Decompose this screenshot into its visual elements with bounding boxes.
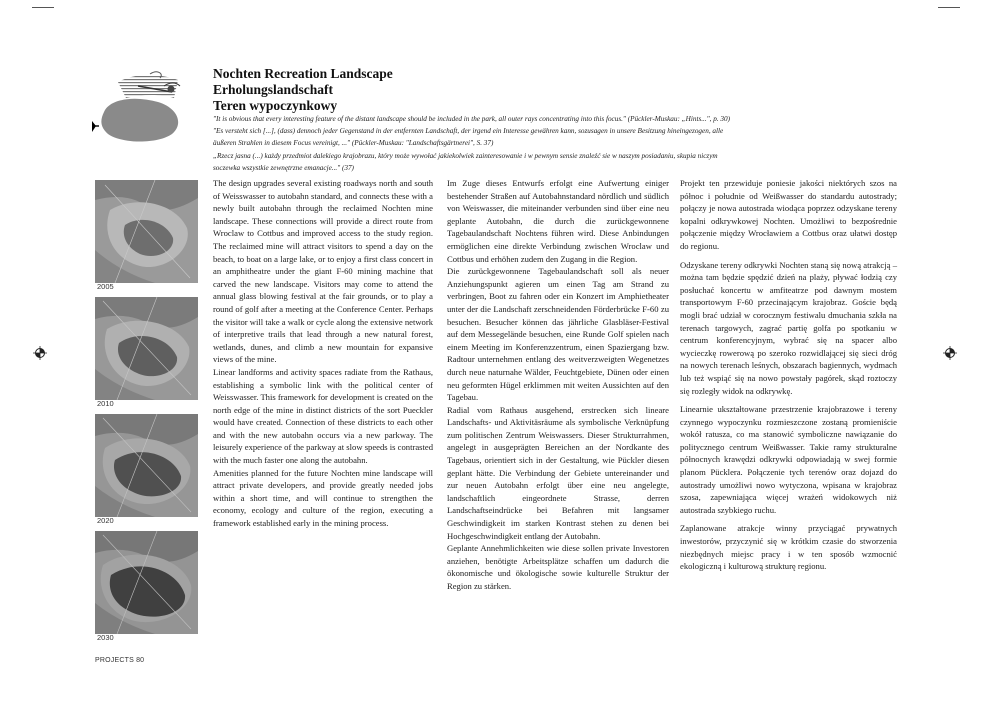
- paragraph: Linear landforms and activity spaces radiate from the Rathaus, establishing a symbolic link with the political center of Weisswasser. This framework for development is created on the north edge of the mine in distinct districts of the sort Pueckler would have created. Connection of these districts to each other and with the new autobahn occurs via a new parkway. The leisurely experience of the parkway at slow speeds is contrasted with the much faster one along the autobahn.: [213, 366, 433, 466]
- column-english: [213, 177, 433, 530]
- quote-german-line-1: "Es versteht sich [...], (dass) dennoch jeder Gegenstand in der entfernten Landschaft, der irgend ein Interesse gewähren kann, sozusagen in unsere Besitzung hineingezogen, alle: [213, 127, 724, 136]
- paragraph: Geplante Annehmlichkeiten wie diese sollen private Investoren anziehen, benötigte Arbeitsplätze schaffen um dadurch die ökonomische und ökologische sowie kulturelle Struktur der Region zu stärken.: [447, 543, 669, 591]
- page-label: PROJECTS 80: [95, 657, 145, 664]
- paragraph: Die zurückgewonnene Tagebaulandschaft soll als neuer Anziehungspunkt agieren um einen Tag am Strand zu verbringen, Boot zu fahren oder ein Konzert im Amphietheater unter der die Landschaft zerschneidenden Förderbrücke F-60 zu besuchen. Besucher können das jährliche Glasbläser-Festival auf dem Messegelände besuchen, eine Runde Golf spielen nach einem Meeting im Konferenzzentrum, einen Spaziergang bzw. Radtour unternehmen entlang des weitverzweigten Wegenetzes durch neue naturnahe Wälder, Feuchtgebiete, Dünen oder einen neu geformten Hügel erklimmen mit weiten Aussichten auf den Tagebau.: [447, 266, 669, 403]
- year-label: 2010: [97, 399, 114, 408]
- quote-block: [213, 113, 913, 174]
- aerial-photo-2020: [95, 414, 198, 524]
- landscape-map-logo: [92, 70, 197, 145]
- paragraph: Radial vom Rathaus ausgehend, erstrecken sich lineare Landschafts- und Aktivitäsräume als symbolische Verknüpfung zum politischen Zentrum Weiswassers. Dieser Strukturrahmen, angelegt in ausgeprägten Bereichen an der Nordkante des Tagebaus, orientiert sich in der Gestaltung, wie Pückler diesen geplant hätte. Die Verbindung der Gebiete untereinander und zur neuen Autobahn erfolgt über eine neu angelegte, landschaftlich eingeordnete Strasse, derren Landschaftseindrücke bei Befahren mit langsamer Geschwindigkeit im starken Kontrast stehen zu denen bei Hochgeschwindigkeit entlang der Autobahn.: [447, 404, 669, 541]
- paragraph: The design upgrades several existing roadways north and south of Weisswasser to autobahn standard, and connects these with a newly built autobahn through the reclaimed Nochten mine landscape. These connections will provide a direct route from Wroclaw to Cottbus and improved access to the study region. The reclaimed mine will attract visitors to spend a day on the beach, to boat on a large lake, or to enjoy a first class concert in an amphitheatre under the giant F-60 mining machine that carved the new landscape. Visitors may come to attend the annual glass blowing festival at the fair grounds, or to play a round of golf after a meeting at the Conference Center. Perhaps the visitor will take a walk or cycle along the extensive network of interpretive trails that lead through a new natural forest, wetlands, dunes, and climb a new mountain for expansive views of the mine.: [213, 178, 433, 365]
- column-german: [447, 177, 669, 593]
- quote-english: "It is obvious that every interesting feature of the distant landscape should be included in the park, all outer rays concentrating into this focus." (Pückler-Muskau: „Hints...", p. 30): [213, 115, 731, 123]
- crop-mark-top-left: [32, 7, 54, 8]
- aerial-photo-2010: [95, 297, 198, 407]
- paragraph: Linearnie ukształtowane przestrzenie krajobrazowe i tereny czynnego wypoczynku rozmieszczone zostaną promieniście wokół ratusza, co ma stanowić symboliczne nawiązanie do politycznego centrum Weißwasser. Takie ramy strukturalne północnych krawędzi odkrywki odpowiadają w swej formie planom Pücklera. Połączenie tych terenów oraz dojazd do autostrady umożliwi nowo wytyczona, wpisana w krajobraz szosa, zapewniająca więcej wrażeń widokowych niż autostrada szybkiego ruchu.: [680, 404, 897, 515]
- title-block: [213, 66, 913, 114]
- title-polish: Teren wypoczynkowy: [213, 98, 338, 113]
- registration-mark-right-icon: [943, 346, 957, 360]
- paragraph: Im Zuge dieses Entwurfs erfolgt eine Aufwertung einiger bestehender Straßen auf Autobahnstandard nördlich und südlich von Weiswasser, die miteinander verbunden sind über eine neu geplante Autobahn, die durch die zurückgewonnene Tagebaulandschaft Nochtens führen wird. Diese Anbindungen ermöglichen eine direkte Verbindung zwischen Wroclaw und Cottbus und erhöhen zudem den Zugang in die Region.: [447, 178, 669, 264]
- aerial-photo-2030: [95, 531, 198, 641]
- year-label: 2030: [97, 633, 114, 642]
- paragraph: Amenities planned for the future Nochten mine landscape will attract private developers, and provide greatly needed jobs within a short time, and will continue to strengthen the economy, ecology and culture of the region, executing a framework established early in the mining process.: [213, 467, 433, 529]
- quote-german-line-2: äußeren Strahlen in diesem Focus vereinigt, ..." (Pückler-Muskau: "Landschaftsgärtnerei", S. 37): [213, 139, 494, 148]
- crop-mark-top-right: [938, 7, 960, 8]
- aerial-photo-sequence: [95, 180, 198, 648]
- year-label: 2020: [97, 516, 114, 525]
- title-german: Erholungslandschaft: [213, 82, 334, 97]
- column-polish: [680, 177, 897, 579]
- quote-polish-line-2: soczewka wszystkie zewnętrzne emanacje..." (37): [213, 163, 354, 172]
- quote-polish-line-1: „Rzecz jasna (...) każdy przedmiot dalekiego krajobrazu, który może wywołać jakiekolwiek zainteresowanie i w pewnym sensie znaleźć sie w naszym posiadaniu, skupia niczym: [213, 151, 718, 160]
- title-english: Nochten Recreation Landscape: [213, 66, 393, 81]
- aerial-photo-2005: [95, 180, 198, 290]
- year-label: 2005: [97, 282, 114, 291]
- paragraph: Odzyskane tereny odkrywki Nochten staną się nową atrakcją – można tam będzie spędzić dzień na plaży, pływać łodzią czy posłuchać koncertu w amfiteatrze pod dawnym mostem transportowym F-60 przecinającym krajobraz. Goście będą mogli brać udział w corocznym festiwalu dmuchania szkła na terenach targowych, zagrać partię golfa po spotkaniu w centrum konferencyjnym, wybrać się na spacer albo wycieczkę rowerową po szeroko rozwidlającej się sieci dróg na nowych terenach leśnych, obszarach bagiennych, wydmach lub też wspiąć się na nowo powstały pagórek, skąd roztoczy się rozległy widok na odkrywkę.: [680, 259, 897, 396]
- paragraph: Projekt ten przewiduje poniesie jakości niektórych szos na północ i południe od Weißwasser do standardu autostrady; połączy je nowa autostrada wiodąca poprzez odzyskane tereny kopalni odkrywkowej Nochten. Umożliwi to bezpośrednie połączenie między Wrocławiem a Cottbus oraz ułatwi dostęp do regionu.: [680, 178, 897, 251]
- registration-mark-left-icon: [33, 346, 47, 360]
- paragraph: Zaplanowane atrakcje winny przyciągać prywatnych inwestorów, przyczynić się w krótkim czasie do stworzenia niezbędnych miejsc pracy i w ten sposób wzmocnić ekologiczną i kulturową strukturę regionu.: [680, 523, 897, 572]
